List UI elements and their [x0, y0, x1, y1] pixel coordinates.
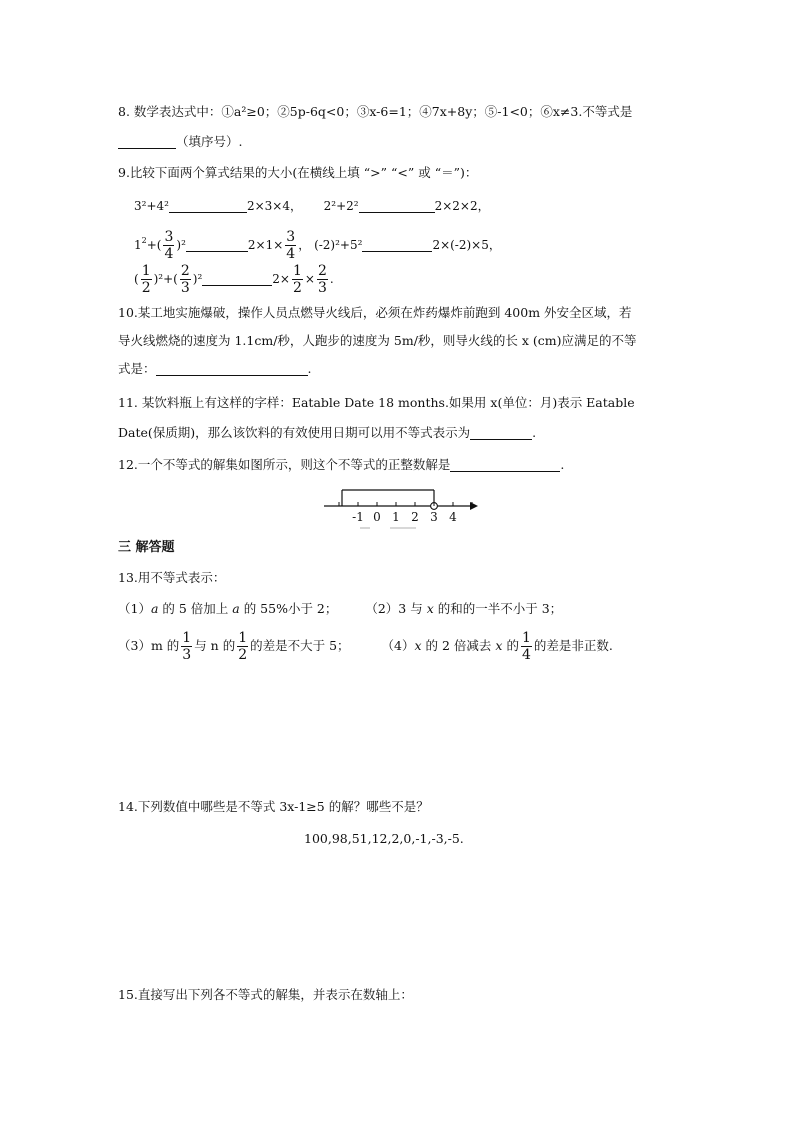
section-heading: 三 解答题 [118, 540, 175, 555]
q8-text: 8. 数学表达式中：①a²≥0；②5p-6q<0；③x-6=1；④7x+8y；⑤-1<0；⑥x≠3.不等式是 [118, 104, 633, 119]
q13-title: 13.用不等式表示： [118, 570, 226, 585]
q12-line: 12.一个不等式的解集如图所示，则这个不等式的正整数解是 . [118, 457, 565, 472]
axis-tick-label: 0 [373, 510, 381, 524]
q9-frac-2-3-rhs: $\frac{2}{3}$ [317, 263, 327, 296]
q10-line3: 式是： . [118, 361, 312, 376]
q15-title: 15.直接写出下列各不等式的解集，并表示在数轴上： [118, 987, 413, 1002]
axis-ticks [339, 502, 472, 506]
q8-tail: （填序号）. [176, 134, 243, 149]
q9-row1: 3²+4² 2×3×4， 2²+2² 2×2×2， [134, 199, 490, 213]
q9-blank-2[interactable] [359, 198, 435, 213]
q12-answer-blank[interactable] [450, 457, 560, 472]
axis-arrow [470, 502, 478, 510]
q9-frac-2-3: $\frac{2}{3}$ [180, 263, 190, 296]
q8-line1 [118, 102, 632, 122]
q9-row3: ( $\frac{1}{2}$ )²+( $\frac{2}{3}$ )² 2× $\frac{1}{2}$ × $\frac{2}{3}$ . [134, 263, 334, 296]
q9-frac-3-4: $\frac{3}{4}$ [164, 229, 174, 262]
q8-answer-blank[interactable] [118, 134, 176, 149]
q14-title: 14.下列数值中哪些是不等式 3x-1≥5 的解？哪些不是？ [118, 799, 429, 814]
q10-answer-blank[interactable] [156, 361, 308, 376]
axis-tick-label: 3 [430, 510, 438, 524]
q9-blank-1[interactable] [169, 198, 247, 213]
q11-line2: Date(保质期)，那么该饮料的有效使用日期可以用不等式表示为 . [118, 425, 537, 440]
q8-line2 [118, 132, 242, 152]
q9-blank-5[interactable] [202, 271, 272, 286]
q13-frac-1-4: $\frac{1}{4}$ [521, 630, 531, 663]
q10-line1: 10.某工地实施爆破，操作人员点燃导火线后，必须在炸药爆炸前跑到 400m 外安全区域，若 [118, 305, 632, 320]
q13-row1: （1）a 的 5 倍加上 a 的 55%小于 2； （2）3 与 x 的和的一半不小于 3； [118, 601, 563, 616]
q13-row2: （3）m 的 $\frac{1}{3}$ 与 n 的 $\frac{1}{2}$ 的差是不大于 5； （4）x 的 2 倍减去 x 的 $\frac{1}{4}$ 的差是非正数. [118, 630, 613, 663]
q9-row2: $1^2+$( $\frac{3}{4}$ )² 2×1× $\frac{3}{4}$ ， (-2)²+5² 2×(-2)×5， [134, 229, 501, 262]
axis-tick-labels [352, 510, 457, 524]
q9-frac-1-2: $\frac{1}{2}$ [141, 263, 151, 296]
axis-tick-label: 2 [411, 510, 419, 524]
axis-tick-label: 1 [392, 510, 400, 524]
q9-title: 9.比较下面两个算式结果的大小(在横线上填 “>” “<” 或 “＝”)： [118, 165, 478, 180]
axis-tick-label: -1 [352, 510, 364, 524]
q13-frac-1-2: $\frac{1}{2}$ [238, 630, 248, 663]
q9-frac-3-4-rhs: $\frac{3}{4}$ [286, 229, 296, 262]
q13-frac-1-3: $\frac{1}{3}$ [182, 630, 192, 663]
q9-blank-4[interactable] [362, 237, 432, 252]
q10-line2: 导火线燃烧的速度为 1.1cm/秒，人跑步的速度为 5m/秒，则导火线的长 x (cm)应满足的不等 [118, 333, 637, 348]
q14-values: 100,98,51,12,2,0,-1,-3,-5. [304, 831, 464, 846]
q12-number-line [318, 484, 488, 536]
q11-answer-blank[interactable] [470, 425, 532, 440]
axis-tick-label: 4 [449, 510, 457, 524]
q11-line1: 11. 某饮料瓶上有这样的字样：Eatable Date 18 months.如果用 x(单位：月)表示 Eatable [118, 395, 635, 410]
q9-blank-3[interactable] [186, 237, 248, 252]
q9-frac-1-2-rhs: $\frac{1}{2}$ [292, 263, 302, 296]
